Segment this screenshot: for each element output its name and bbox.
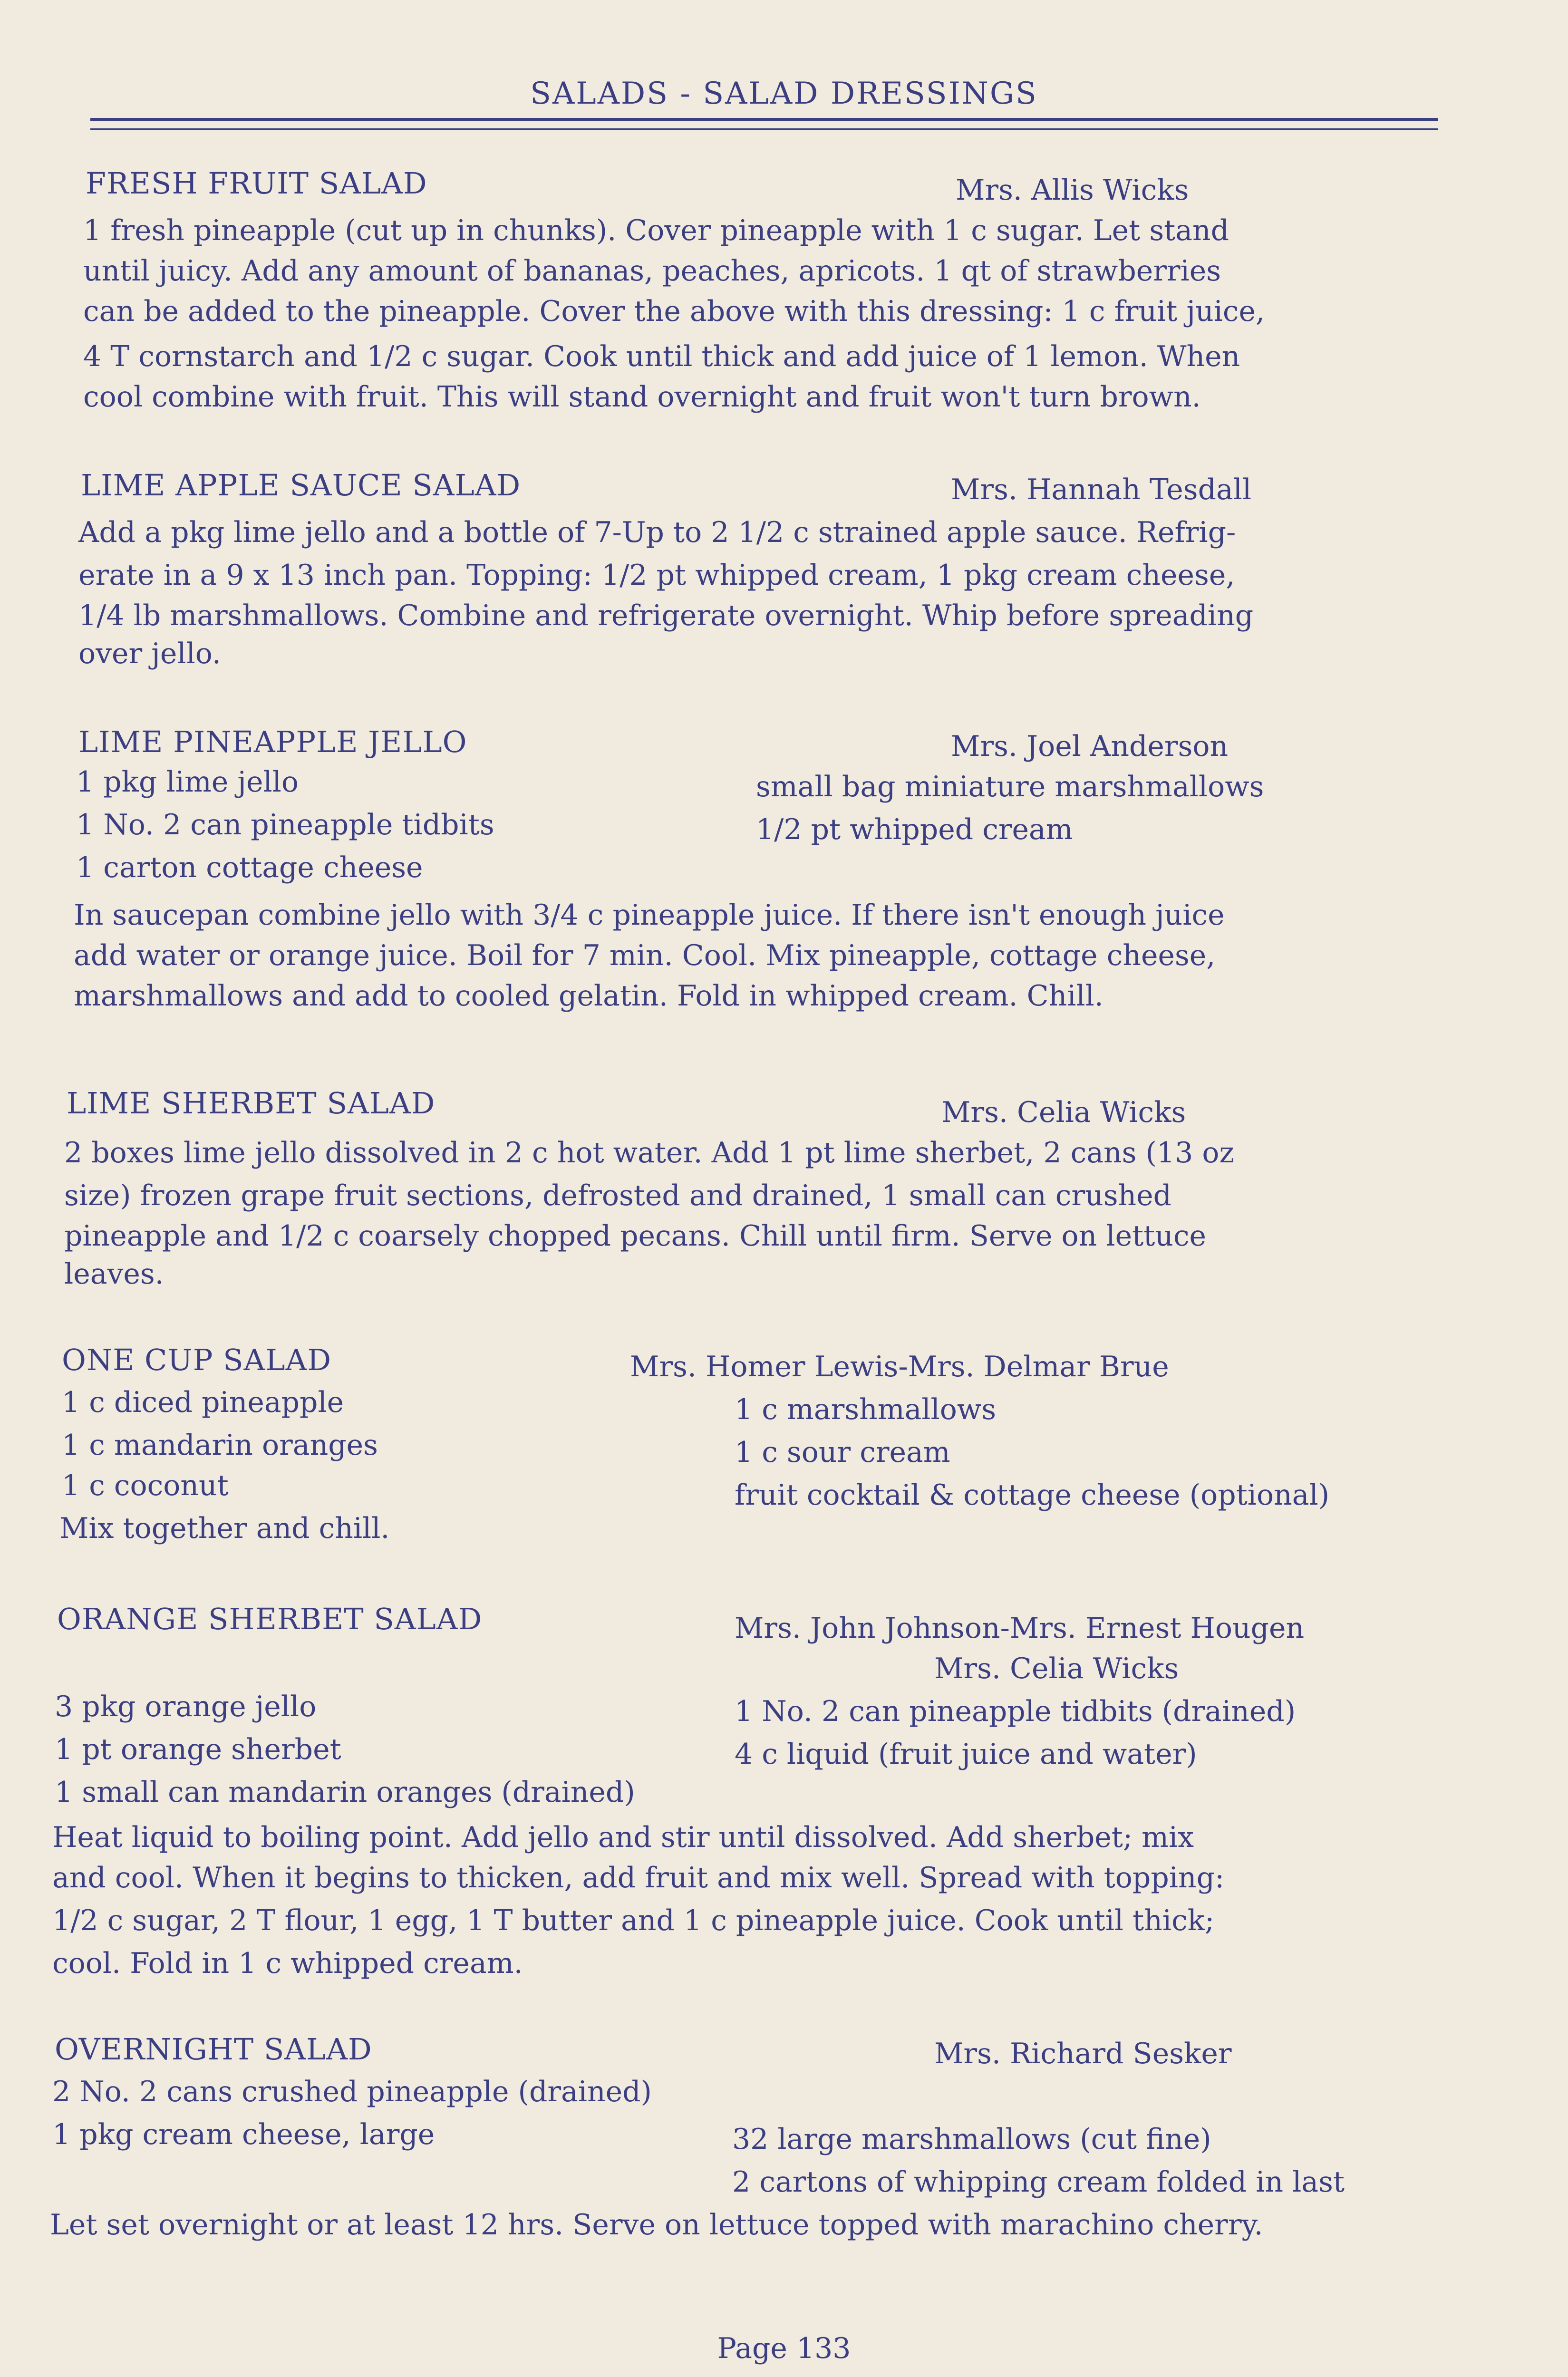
page-header: SALADS - SALAD DRESSINGS: [530, 76, 1038, 111]
recipe-title: LIME APPLE SAUCE SALAD: [81, 468, 521, 502]
recipe-author: Mrs. Celia Wicks: [941, 1096, 1186, 1129]
recipe-text-line: over jello.: [78, 637, 221, 670]
ingredient-right: 1 c marshmallows: [735, 1393, 997, 1426]
ingredient-right: fruit cocktail & cottage cheese (optional): [735, 1478, 1330, 1512]
page-number: Page 133: [717, 2332, 851, 2365]
recipe-title: FRESH FRUIT SALAD: [86, 166, 427, 201]
recipe-text-line: cool combine with fruit. This will stand overnight and fruit won't turn brown.: [83, 380, 1201, 414]
recipe-text-line: 1/4 lb marshmallows. Combine and refrigerate overnight. Whip before spreading: [78, 599, 1254, 632]
recipe-title: ORANGE SHERBET SALAD: [57, 1602, 483, 1636]
ingredient-left: 1 pkg lime jello: [76, 765, 299, 799]
recipe-text-line: 2 boxes lime jello dissolved in 2 c hot water. Add 1 pt lime sherbet, 2 cans (13 oz: [64, 1136, 1235, 1169]
ingredient-left: 2 No. 2 cans crushed pineapple (drained): [52, 2075, 652, 2108]
recipe-author: Mrs. John Johnson-Mrs. Ernest Hougen: [735, 1612, 1305, 1645]
recipe-text-line: erate in a 9 x 13 inch pan. Topping: 1/2 pt whipped cream, 1 pkg cream cheese,: [78, 559, 1235, 592]
ingredient-right: 2 cartons of whipping cream folded in last: [732, 2165, 1345, 2199]
recipe-text-line: until juicy. Add any amount of bananas, peaches, apricots. 1 qt of strawberries: [83, 254, 1221, 288]
ingredient-right: 32 large marshmallows (cut fine): [732, 2123, 1211, 2156]
recipe-author: Mrs. Allis Wicks: [956, 174, 1189, 207]
recipe-author: Mrs. Richard Sesker: [934, 2037, 1232, 2070]
ingredient-left: 1 pt orange sherbet: [55, 1733, 341, 1766]
ingredient-right: 4 c liquid (fruit juice and water): [735, 1738, 1197, 1771]
recipe-text-line: leaves.: [64, 1257, 164, 1291]
recipe-author: Mrs. Hannah Tesdall: [951, 473, 1252, 506]
recipe-text-line: Let set overnight or at least 12 hrs. Serve on lettuce topped with marachino cherry.: [50, 2208, 1263, 2242]
recipe-text-line: pineapple and 1/2 c coarsely chopped pecans. Chill until firm. Serve on lettuce: [64, 1219, 1207, 1253]
recipe-text-line: marshmallows and add to cooled gelatin. Fold in whipped cream. Chill.: [74, 979, 1103, 1013]
ingredient-right: 1 No. 2 can pineapple tidbits (drained): [735, 1695, 1296, 1728]
recipe-title: OVERNIGHT SALAD: [55, 2032, 372, 2067]
recipe-text-line: Add a pkg lime jello and a bottle of 7-Up to 2 1/2 c strained apple sauce. Refrig-: [78, 516, 1236, 549]
recipe-text-line: and cool. When it begins to thicken, add fruit and mix well. Spread with topping:: [52, 1861, 1225, 1894]
recipe-text-line: 1 fresh pineapple (cut up in chunks). Cover pineapple with 1 c sugar. Let stand: [83, 214, 1229, 247]
ingredient-left: 1 small can mandarin oranges (drained): [55, 1776, 635, 1809]
recipe-title: LIME PINEAPPLE JELLO: [78, 725, 467, 759]
ingredient-left: 1 c diced pineapple: [62, 1386, 344, 1419]
ingredient-left: 1 pkg cream cheese, large: [52, 2118, 435, 2151]
recipe-text-line: In saucepan combine jello with 3/4 c pineapple juice. If there isn't enough juice: [74, 899, 1225, 932]
recipe-author: Mrs. Joel Anderson: [951, 730, 1229, 763]
header-rule-thin: [90, 128, 1438, 130]
recipe-text-line: 1/2 c sugar, 2 T flour, 1 egg, 1 T butter and 1 c pineapple juice. Cook until thick;: [52, 1904, 1215, 1937]
ingredient-left: 1 c mandarin oranges: [62, 1429, 378, 1462]
ingredient-left: 1 No. 2 can pineapple tidbits: [76, 808, 494, 841]
ingredient-right: small bag miniature marshmallows: [756, 770, 1264, 803]
ingredient-left: 1 carton cottage cheese: [76, 851, 423, 884]
recipe-text-line: cool. Fold in 1 c whipped cream.: [52, 1947, 523, 1980]
ingredient-left: 1 c coconut: [62, 1469, 229, 1502]
recipe-text-line: can be added to the pineapple. Cover the above with this dressing: 1 c fruit juice,: [83, 295, 1265, 328]
recipe-text-line: Heat liquid to boiling point. Add jello and stir until dissolved. Add sherbet; mix: [52, 1821, 1194, 1854]
ingredient-left: 3 pkg orange jello: [55, 1690, 317, 1723]
recipe-author-secondary: Mrs. Celia Wicks: [934, 1652, 1179, 1685]
recipe-text-line: Mix together and chill.: [59, 1512, 390, 1545]
recipe-text-line: size) frozen grape fruit sections, defrosted and drained, 1 small can crushed: [64, 1179, 1172, 1212]
recipe-title: LIME SHERBET SALAD: [67, 1086, 436, 1121]
ingredient-right: 1/2 pt whipped cream: [756, 813, 1073, 846]
header-rule: [90, 118, 1438, 121]
recipe-title: ONE CUP SALAD: [62, 1343, 332, 1377]
recipe-author: Mrs. Homer Lewis-Mrs. Delmar Brue: [630, 1350, 1169, 1383]
ingredient-right: 1 c sour cream: [735, 1436, 950, 1469]
recipe-text-line: add water or orange juice. Boil for 7 min. Cool. Mix pineapple, cottage cheese,: [74, 939, 1216, 972]
recipe-text-line: 4 T cornstarch and 1/2 c sugar. Cook until thick and add juice of 1 lemon. When: [83, 340, 1240, 373]
